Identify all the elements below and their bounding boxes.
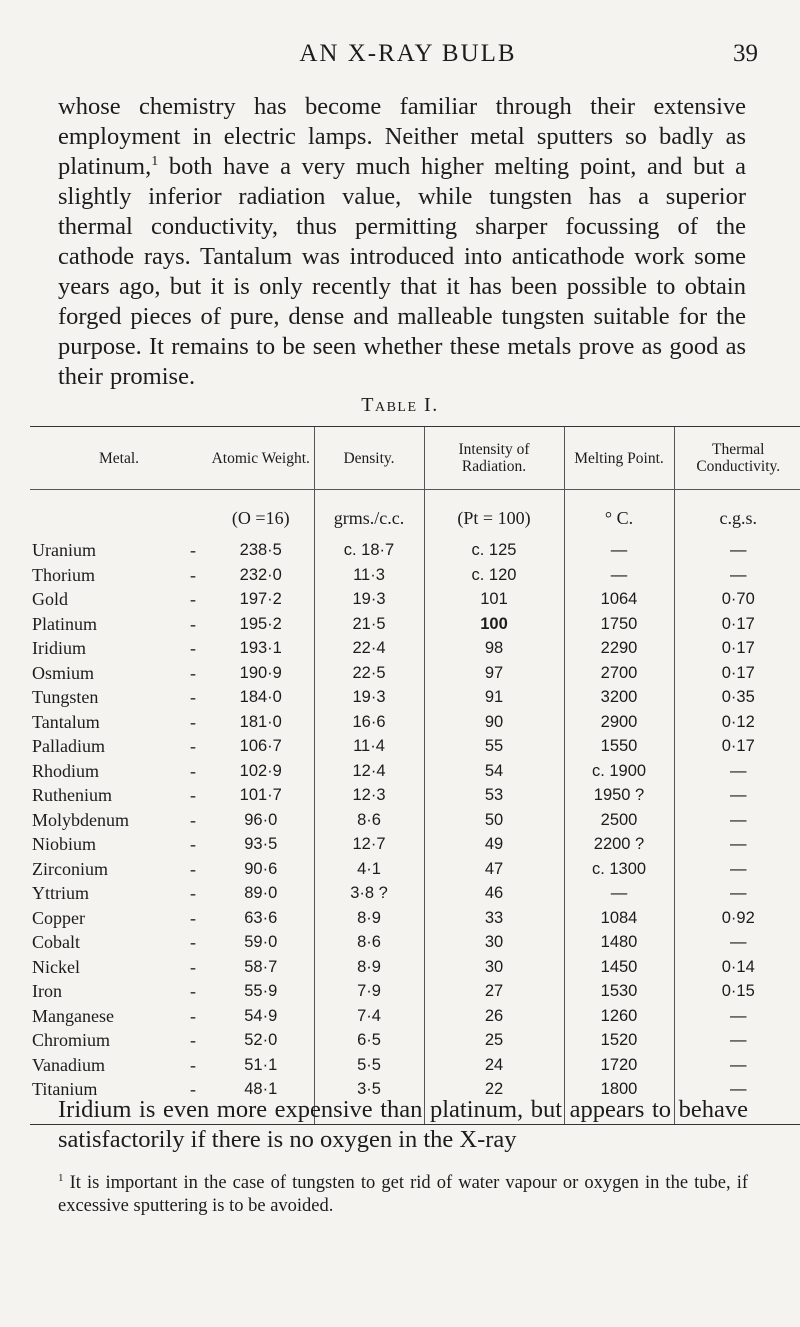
cell-thermal-conductivity: 0·17 bbox=[674, 661, 800, 686]
cell-melting-point: 2290 bbox=[564, 636, 674, 661]
leader-dash: - bbox=[190, 540, 196, 560]
leader-dash: - bbox=[190, 1079, 196, 1099]
cell-thermal-conductivity: 0·70 bbox=[674, 587, 800, 612]
header-thermal-conductivity: Thermal Conductivity. bbox=[674, 427, 800, 490]
cell-metal bbox=[30, 979, 208, 1004]
cell-thermal-conductivity: 0·17 bbox=[674, 636, 800, 661]
cell-atomic-weight: 102·9 bbox=[239, 761, 282, 780]
cell-metal bbox=[30, 612, 208, 637]
leader-dash: - bbox=[190, 662, 196, 683]
leader-dash: - bbox=[190, 809, 196, 830]
footnote-marker: 1 bbox=[58, 1172, 64, 1184]
cell-density: 16·6 bbox=[314, 710, 424, 735]
metal-name: Niobium bbox=[32, 834, 97, 854]
cell-melting-point: 1480 bbox=[564, 930, 674, 955]
metal-name: Titanium bbox=[32, 1079, 98, 1099]
metal-name: Rhodium bbox=[32, 760, 100, 781]
leader-dash: - bbox=[190, 883, 196, 903]
cell-thermal-conductivity: — bbox=[674, 857, 800, 882]
cell-density: 8·9 bbox=[314, 906, 424, 931]
leader-dash: - bbox=[190, 638, 196, 658]
leader-dash: - bbox=[190, 760, 196, 781]
cell-intensity: 54 bbox=[424, 759, 564, 784]
cell-atomic-weight: 63·6 bbox=[244, 908, 278, 927]
header-melting-point: Melting Point. bbox=[564, 427, 674, 490]
table-caption-label: Table bbox=[361, 394, 418, 416]
cell-atomic-weight: 96·0 bbox=[244, 810, 278, 829]
table-row bbox=[30, 661, 800, 686]
cell-melting-point: 1530 bbox=[564, 979, 674, 1004]
cell-density: 8·6 bbox=[314, 808, 424, 833]
cell-density: 7·4 bbox=[314, 1004, 424, 1029]
cell-thermal-conductivity: — bbox=[674, 808, 800, 833]
cell-metal bbox=[30, 661, 208, 686]
footnote-text: It is important in the case of tungsten to get rid of water vapour or oxygen in the tube, if excessive sputtering is to be avoided. bbox=[58, 1173, 749, 1216]
table-row bbox=[30, 587, 800, 612]
unit-thermal-conductivity: c.g.s. bbox=[674, 490, 800, 539]
table-row bbox=[30, 685, 800, 710]
cell-thermal-conductivity: — bbox=[674, 1028, 800, 1053]
cell-atomic-weight: 184·0 bbox=[239, 688, 282, 706]
table-row bbox=[30, 636, 800, 661]
cell-density: 12·3 bbox=[314, 783, 424, 808]
cell-intensity: 30 bbox=[424, 955, 564, 980]
running-head-title: AN X-RAY BULB bbox=[299, 40, 517, 67]
leader-dash: - bbox=[190, 932, 196, 952]
cell-metal bbox=[30, 587, 208, 612]
cell-thermal-conductivity: — bbox=[674, 930, 800, 955]
cell-intensity: 25 bbox=[424, 1028, 564, 1053]
cell-atomic-weight: 101·7 bbox=[239, 786, 282, 804]
table-header-row bbox=[30, 427, 800, 490]
footnote bbox=[58, 1172, 748, 1218]
unit-atomic-weight: (O =16) bbox=[231, 507, 290, 528]
cell-metal bbox=[30, 710, 208, 735]
header-intensity: Intensity of Radiation. bbox=[424, 427, 564, 490]
cell-atomic-weight: 195·2 bbox=[239, 614, 282, 633]
cell-intensity: 26 bbox=[424, 1004, 564, 1029]
cell-intensity: 50 bbox=[424, 808, 564, 833]
cell-metal bbox=[30, 759, 208, 784]
leader-dash: - bbox=[190, 981, 196, 1001]
cell-melting-point: 2900 bbox=[564, 710, 674, 735]
metal-name: Nickel bbox=[32, 956, 80, 977]
table-row bbox=[30, 857, 800, 882]
cell-thermal-conductivity: 0·35 bbox=[674, 685, 800, 710]
cell-melting-point: 1450 bbox=[564, 955, 674, 980]
cell-atomic-weight: 193·1 bbox=[239, 639, 282, 657]
table-row bbox=[30, 538, 800, 563]
leader-dash: - bbox=[190, 785, 196, 805]
cell-metal bbox=[30, 783, 208, 808]
cell-atomic-weight: 238·5 bbox=[239, 541, 282, 559]
header-atomic-weight: Atomic Weight. bbox=[208, 427, 314, 490]
cell-density: 11·4 bbox=[314, 734, 424, 759]
cell-atomic-weight: 55·9 bbox=[244, 982, 278, 1000]
cell-density: 3·8 ? bbox=[314, 881, 424, 906]
table-row bbox=[30, 734, 800, 759]
cell-melting-point: 2500 bbox=[564, 808, 674, 833]
metal-name: Chromium bbox=[32, 1030, 111, 1050]
cell-thermal-conductivity: — bbox=[674, 1053, 800, 1078]
cell-metal bbox=[30, 734, 208, 759]
cell-intensity: 53 bbox=[424, 783, 564, 808]
table-row bbox=[30, 783, 800, 808]
cell-metal bbox=[30, 1053, 208, 1078]
cell-melting-point: c. 1900 bbox=[564, 759, 674, 784]
cell-density: 12·4 bbox=[314, 759, 424, 784]
cell-intensity: c. 125 bbox=[424, 538, 564, 563]
metal-name: Molybdenum bbox=[32, 809, 129, 830]
metal-name: Thorium bbox=[32, 564, 95, 585]
cell-melting-point: 1550 bbox=[564, 734, 674, 759]
cell-density: 22·4 bbox=[314, 636, 424, 661]
metal-name: Gold bbox=[32, 589, 68, 609]
unit-intensity: (Pt = 100) bbox=[424, 490, 564, 539]
metal-name: Tantalum bbox=[32, 711, 100, 732]
leader-dash: - bbox=[190, 858, 196, 879]
cell-melting-point: 1520 bbox=[564, 1028, 674, 1053]
table-row bbox=[30, 881, 800, 906]
cell-intensity: 49 bbox=[424, 832, 564, 857]
cell-intensity: 91 bbox=[424, 685, 564, 710]
cell-thermal-conductivity: — bbox=[674, 759, 800, 784]
leader-dash: - bbox=[190, 711, 196, 732]
cell-melting-point: 1064 bbox=[564, 587, 674, 612]
units-row bbox=[30, 490, 800, 539]
table-row bbox=[30, 955, 800, 980]
leader-dash: - bbox=[190, 907, 196, 928]
cell-thermal-conductivity: 0·14 bbox=[674, 955, 800, 980]
cell-melting-point: 1750 bbox=[564, 612, 674, 637]
running-head bbox=[58, 40, 758, 72]
cell-thermal-conductivity: — bbox=[674, 1077, 800, 1124]
body-paragraph bbox=[58, 92, 746, 392]
leader-dash: - bbox=[190, 564, 196, 585]
cell-thermal-conductivity: 0·92 bbox=[674, 906, 800, 931]
leader-dash: - bbox=[190, 613, 196, 634]
cell-thermal-conductivity: 0·15 bbox=[674, 979, 800, 1004]
cell-atomic-weight: 54·9 bbox=[244, 1006, 278, 1025]
cell-metal bbox=[30, 906, 208, 931]
cell-atomic-weight: 190·9 bbox=[239, 663, 282, 682]
cell-intensity: 27 bbox=[424, 979, 564, 1004]
cell-metal bbox=[30, 636, 208, 661]
metal-name: Uranium bbox=[32, 540, 96, 560]
cell-atomic-weight: 51·1 bbox=[244, 1055, 278, 1074]
cell-melting-point: — bbox=[564, 563, 674, 588]
cell-atomic-weight: 52·0 bbox=[244, 1031, 278, 1049]
metal-name: Platinum bbox=[32, 613, 98, 634]
header-metal: Metal. bbox=[30, 427, 208, 490]
metal-name: Iridium bbox=[32, 638, 86, 658]
cell-density: 7·9 bbox=[314, 979, 424, 1004]
cell-density: c. 18·7 bbox=[314, 538, 424, 563]
cell-intensity: 90 bbox=[424, 710, 564, 735]
cell-atomic-weight: 93·5 bbox=[244, 835, 278, 853]
cell-metal bbox=[30, 857, 208, 882]
cell-thermal-conductivity: — bbox=[674, 563, 800, 588]
metal-name: Yttrium bbox=[32, 883, 89, 903]
metal-name: Ruthenium bbox=[32, 785, 112, 805]
table-row bbox=[30, 808, 800, 833]
table-caption bbox=[0, 394, 800, 417]
leader-dash: - bbox=[190, 1030, 196, 1050]
cell-metal bbox=[30, 685, 208, 710]
table-row bbox=[30, 1053, 800, 1078]
page-number: 39 bbox=[733, 40, 758, 67]
cell-intensity: 47 bbox=[424, 857, 564, 882]
cell-melting-point: 2200 ? bbox=[564, 832, 674, 857]
cell-metal bbox=[30, 832, 208, 857]
cell-density: 5·5 bbox=[314, 1053, 424, 1078]
unit-melting-point: ° C. bbox=[564, 490, 674, 539]
cell-density: 21·5 bbox=[314, 612, 424, 637]
table-row bbox=[30, 1028, 800, 1053]
table-row bbox=[30, 906, 800, 931]
cell-atomic-weight: 89·0 bbox=[244, 884, 278, 902]
cell-atomic-weight: 181·0 bbox=[239, 712, 282, 731]
cell-metal bbox=[30, 955, 208, 980]
leader-dash: - bbox=[190, 1054, 196, 1075]
cell-intensity: 33 bbox=[424, 906, 564, 931]
cell-metal bbox=[30, 881, 208, 906]
cell-melting-point: 1800 bbox=[564, 1077, 674, 1124]
cell-intensity: 98 bbox=[424, 636, 564, 661]
metal-name: Iron bbox=[32, 981, 62, 1001]
cell-metal bbox=[30, 538, 208, 563]
cell-intensity: c. 120 bbox=[424, 563, 564, 588]
cell-intensity: 22 bbox=[424, 1077, 564, 1124]
body-text-part-1: whose chemistry has become familiar through their extensive employment in electric lamps. Neither metal sputters so badly as platinum, bbox=[58, 93, 746, 180]
cell-metal bbox=[30, 1028, 208, 1053]
cell-density: 22·5 bbox=[314, 661, 424, 686]
leader-dash: - bbox=[190, 1005, 196, 1026]
cell-density: 6·5 bbox=[314, 1028, 424, 1053]
leader-dash: - bbox=[190, 956, 196, 977]
cell-density: 19·3 bbox=[314, 587, 424, 612]
cell-melting-point: 1720 bbox=[564, 1053, 674, 1078]
cell-atomic-weight: 90·6 bbox=[244, 859, 278, 878]
unit-density: grms./c.c. bbox=[314, 490, 424, 539]
cell-thermal-conductivity: — bbox=[674, 1004, 800, 1029]
following-paragraph: Iridium is even more expensive than platinum, but appears to behave satisfactorily if there is no oxygen in the X-ray bbox=[58, 1096, 748, 1153]
metal-name: Palladium bbox=[32, 736, 105, 756]
leader-dash: - bbox=[190, 834, 196, 854]
metal-name: Zirconium bbox=[32, 858, 108, 879]
cell-metal bbox=[30, 930, 208, 955]
cell-melting-point: c. 1300 bbox=[564, 857, 674, 882]
cell-atomic-weight: 232·0 bbox=[239, 565, 282, 584]
cell-melting-point: — bbox=[564, 881, 674, 906]
cell-atomic-weight: 197·2 bbox=[239, 590, 282, 608]
table-row bbox=[30, 832, 800, 857]
table-row bbox=[30, 979, 800, 1004]
footnote-reference: 1 bbox=[151, 154, 159, 169]
table-row bbox=[30, 563, 800, 588]
cell-intensity: 101 bbox=[424, 587, 564, 612]
cell-melting-point: 1084 bbox=[564, 906, 674, 931]
cell-intensity: 100 bbox=[424, 612, 564, 637]
cell-melting-point: 1950 ? bbox=[564, 783, 674, 808]
leader-dash: - bbox=[190, 687, 196, 707]
cell-thermal-conductivity: 0·17 bbox=[674, 612, 800, 637]
metal-name: Tungsten bbox=[32, 687, 99, 707]
table-row bbox=[30, 759, 800, 784]
cell-atomic-weight: 48·1 bbox=[208, 1077, 314, 1124]
cell-density: 19·3 bbox=[314, 685, 424, 710]
cell-intensity: 97 bbox=[424, 661, 564, 686]
cell-density: 8·9 bbox=[314, 955, 424, 980]
cell-metal bbox=[30, 808, 208, 833]
cell-thermal-conductivity: — bbox=[674, 832, 800, 857]
table-row bbox=[30, 710, 800, 735]
cell-atomic-weight: 106·7 bbox=[239, 737, 282, 755]
cell-density: 11·3 bbox=[314, 563, 424, 588]
cell-density: 8·6 bbox=[314, 930, 424, 955]
cell-intensity: 30 bbox=[424, 930, 564, 955]
cell-melting-point: 1260 bbox=[564, 1004, 674, 1029]
metal-name: Cobalt bbox=[32, 932, 80, 952]
cell-melting-point: 3200 bbox=[564, 685, 674, 710]
metal-name: Osmium bbox=[32, 662, 95, 683]
table-row bbox=[30, 1004, 800, 1029]
table-row bbox=[30, 930, 800, 955]
cell-intensity: 46 bbox=[424, 881, 564, 906]
leader-dash: - bbox=[190, 736, 196, 756]
cell-metal bbox=[30, 563, 208, 588]
cell-density: 12·7 bbox=[314, 832, 424, 857]
cell-thermal-conductivity: — bbox=[674, 783, 800, 808]
metal-name: Copper bbox=[32, 907, 85, 928]
table-caption-number: I. bbox=[424, 394, 439, 416]
cell-intensity: 24 bbox=[424, 1053, 564, 1078]
cell-melting-point: — bbox=[564, 538, 674, 563]
metal-name: Vanadium bbox=[32, 1054, 105, 1075]
cell-density: 3·5 bbox=[314, 1077, 424, 1124]
body-text-part-2: both have a very much higher melting point, and but a slightly inferior radiation value, while tungsten has a superior thermal conductivity, thus permitting sharper focussing of the cathode rays. Tantalum was introduced into anticathode work some years ago, but it is only recently that it has been possible to obtain forged pieces of pure, dense and malleable tungsten suitable for the purpose. It remains to be seen whether these metals prove as good as their promise. bbox=[58, 153, 746, 390]
leader-dash: - bbox=[190, 589, 196, 609]
cell-thermal-conductivity: — bbox=[674, 881, 800, 906]
cell-thermal-conductivity: 0·12 bbox=[674, 710, 800, 735]
cell-thermal-conductivity: — bbox=[674, 538, 800, 563]
metals-table bbox=[30, 426, 800, 1125]
table-row bbox=[30, 612, 800, 637]
metal-name: Manganese bbox=[32, 1005, 114, 1026]
cell-atomic-weight: 58·7 bbox=[244, 957, 278, 976]
cell-melting-point: 2700 bbox=[564, 661, 674, 686]
cell-metal bbox=[30, 1004, 208, 1029]
header-density: Density. bbox=[314, 427, 424, 490]
cell-density: 4·1 bbox=[314, 857, 424, 882]
cell-thermal-conductivity: 0·17 bbox=[674, 734, 800, 759]
cell-intensity: 55 bbox=[424, 734, 564, 759]
cell-atomic-weight: 59·0 bbox=[244, 933, 278, 951]
